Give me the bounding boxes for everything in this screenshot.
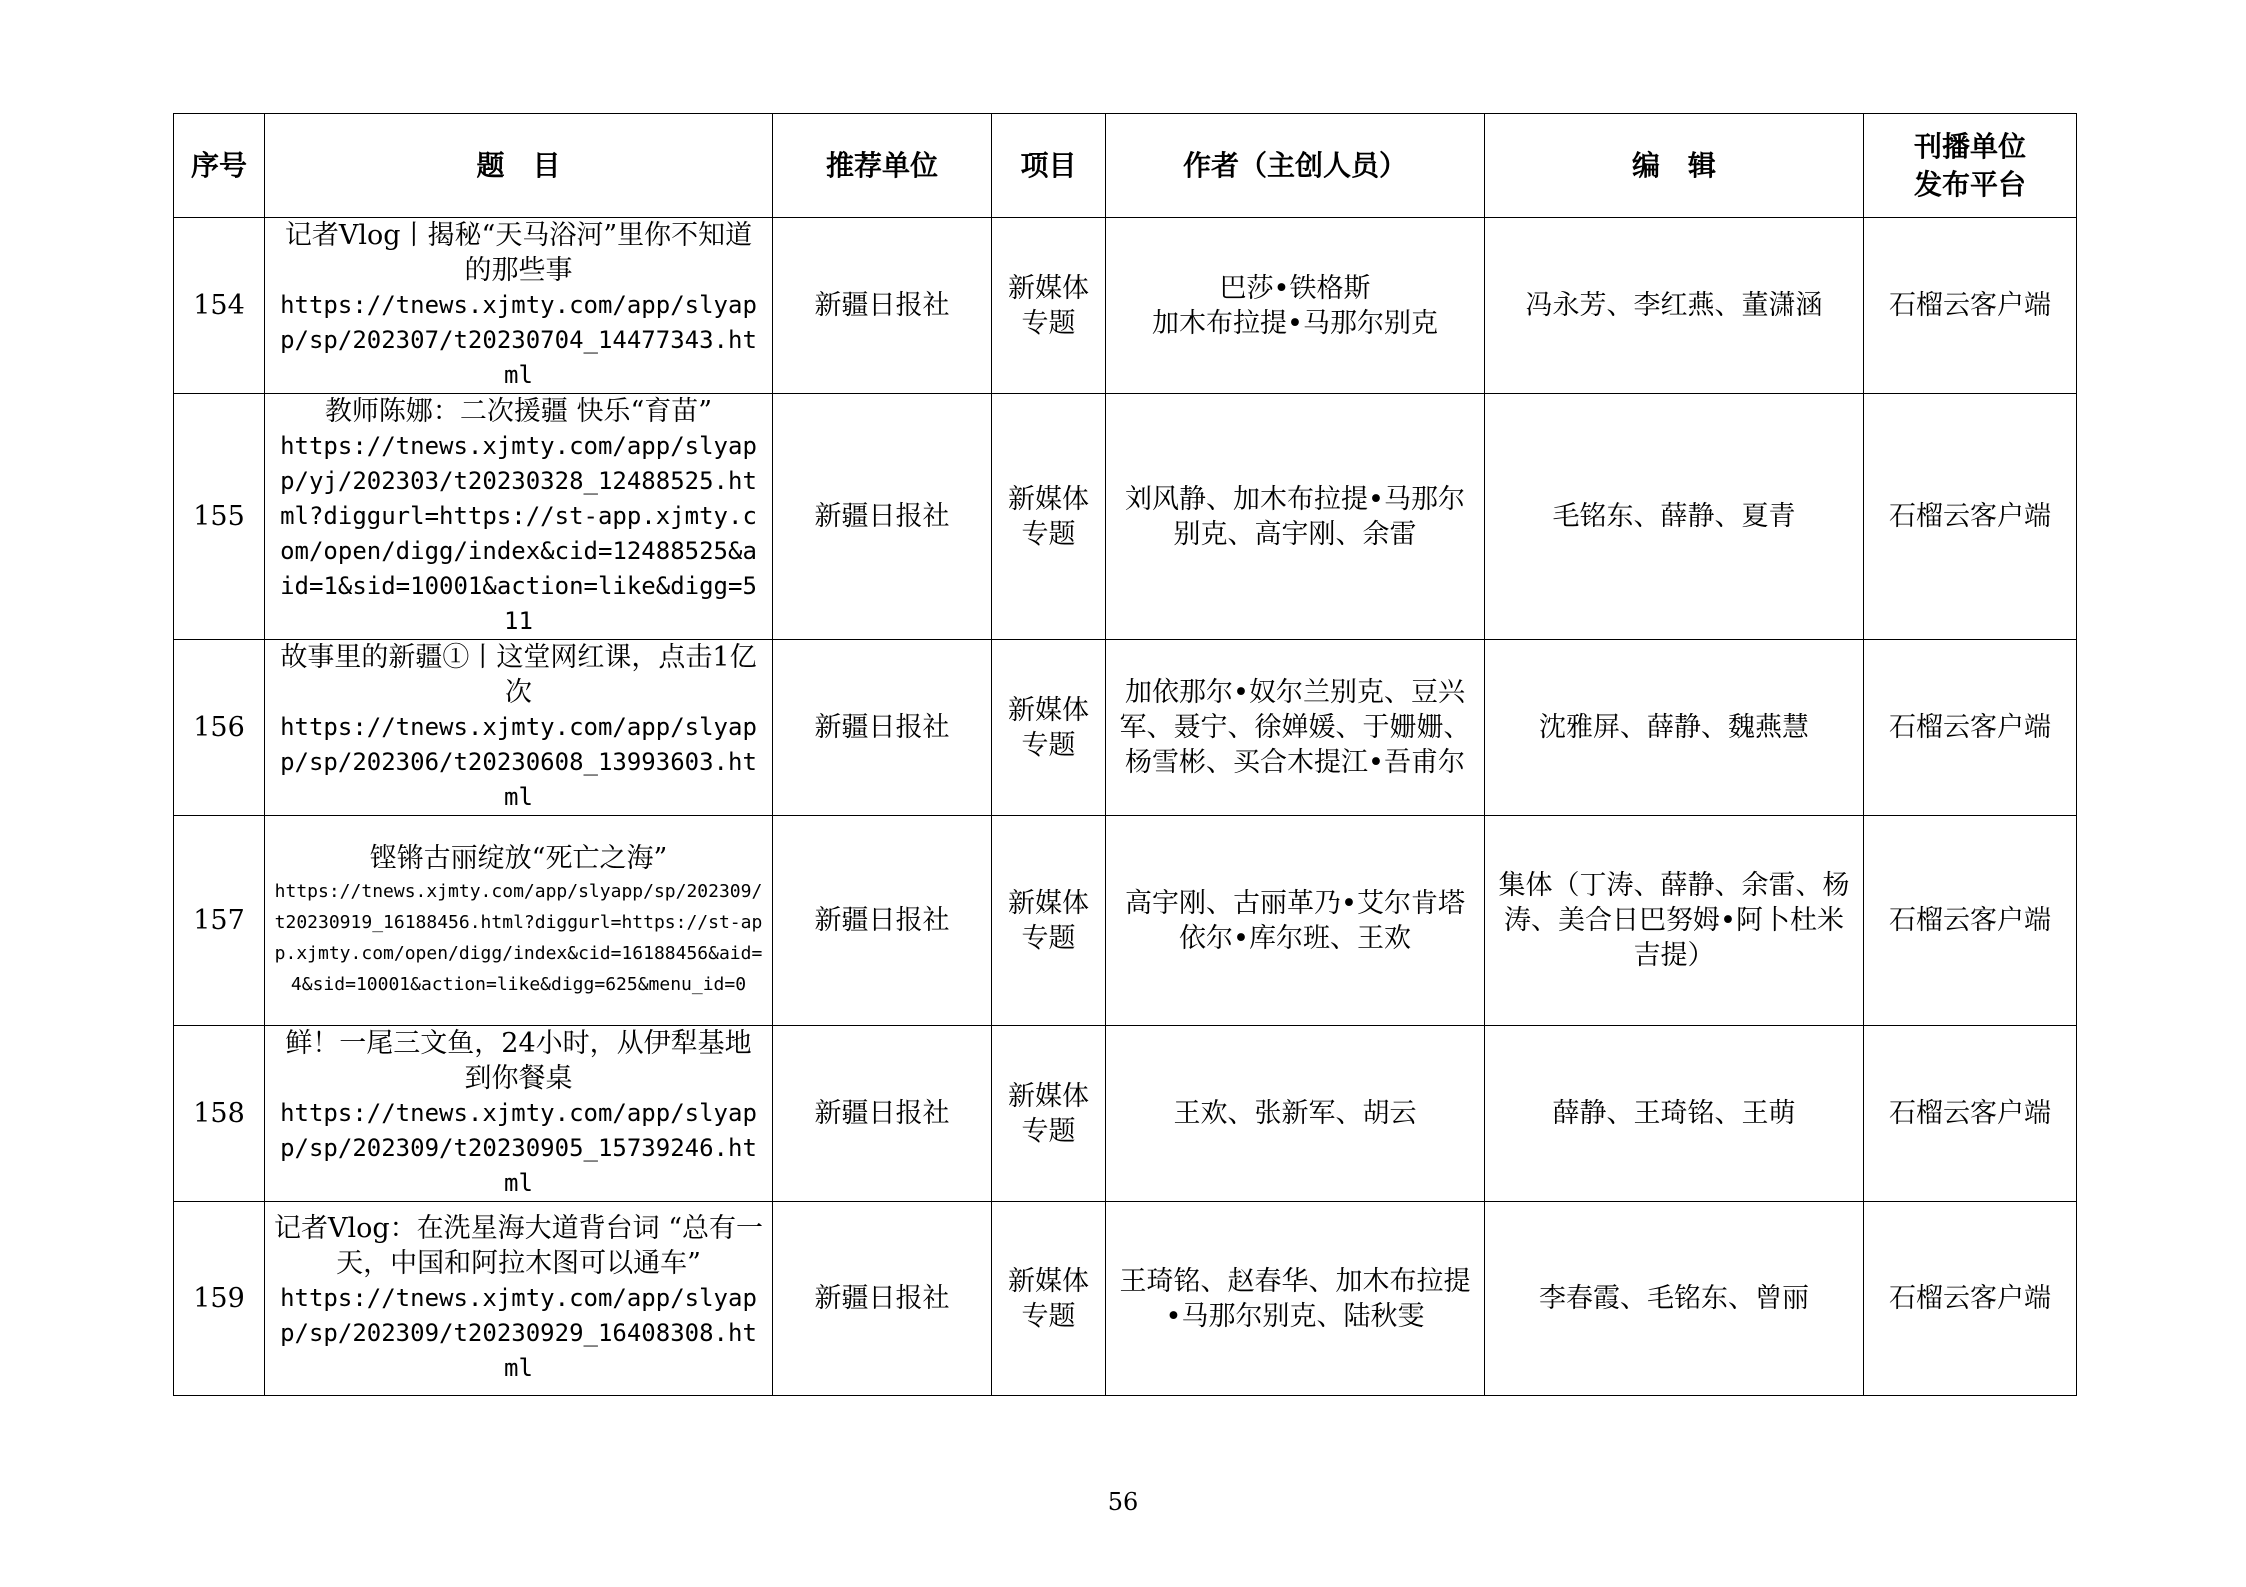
- row-unit: 新疆日报社: [773, 640, 992, 816]
- header-unit: 推荐单位: [773, 114, 992, 218]
- row-title-cell: [265, 1202, 773, 1396]
- header-row: [174, 114, 2077, 218]
- row-title-cell: [265, 640, 773, 816]
- row-unit: 新疆日报社: [773, 394, 992, 640]
- row-editor: 李春霞、毛铭东、曾丽: [1485, 1202, 1864, 1396]
- row-unit: 新疆日报社: [773, 1026, 992, 1202]
- row-editor: 薛静、王琦铭、王萌: [1485, 1026, 1864, 1202]
- row-index: 156: [174, 640, 265, 816]
- row-author-line2: 加木布拉提•马那尔别克: [1152, 307, 1438, 339]
- row-category: 新媒体专题: [992, 816, 1106, 1026]
- row-author: 王欢、张新军、胡云: [1106, 1026, 1485, 1202]
- row-title: 记者Vlog：在洗星海大道背台词 “总有一天，中国和阿拉木图可以通车”: [273, 1213, 764, 1279]
- header-category: 项目: [992, 114, 1106, 218]
- header-platform-line2: 发布平台: [1913, 167, 2026, 201]
- table-row: [174, 1026, 2077, 1202]
- row-platform: 石榴云客户端: [1864, 640, 2077, 816]
- row-category: 新媒体专题: [992, 394, 1106, 640]
- table-row: [174, 394, 2077, 640]
- header-author: 作者（主创人员）: [1106, 114, 1485, 218]
- row-platform: 石榴云客户端: [1864, 218, 2077, 394]
- table-row: [174, 1202, 2077, 1396]
- row-editor: 毛铭东、薛静、夏青: [1485, 394, 1864, 640]
- row-platform: 石榴云客户端: [1864, 394, 2077, 640]
- row-url-link[interactable]: https://tnews.xjmty.com/app/slyapp/sp/202309/t20230919_16188456.html?diggurl=https://st-app.xjmty.com/open/digg/index&cid=16188456&aid=4&sid=10001&action=like&digg=625&menu_id=0: [274, 881, 763, 995]
- row-category: 新媒体专题: [992, 1026, 1106, 1202]
- awards-table: [173, 113, 2077, 1396]
- row-platform: 石榴云客户端: [1864, 816, 2077, 1026]
- row-editor: 集体（丁涛、薛静、余雷、杨涛、美合日巴努姆•阿卜杜米吉提）: [1485, 816, 1864, 1026]
- row-index: 157: [174, 816, 265, 1026]
- row-url-link[interactable]: https://tnews.xjmty.com/app/slyapp/sp/202309/t20230905_15739246.html: [280, 1099, 757, 1197]
- row-unit: 新疆日报社: [773, 1202, 992, 1396]
- table-row: [174, 816, 2077, 1026]
- row-title-cell: [265, 218, 773, 394]
- row-title: 鲜！一尾三文鱼，24小时，从伊犁基地到你餐桌: [285, 1028, 752, 1094]
- page-number: 56: [1107, 1488, 1139, 1516]
- row-title-cell: [265, 1026, 773, 1202]
- row-editor: 冯永芳、李红燕、董潇涵: [1485, 218, 1864, 394]
- row-category: 新媒体专题: [992, 1202, 1106, 1396]
- row-title-cell: [265, 394, 773, 640]
- row-index: 159: [174, 1202, 265, 1396]
- header-editor: 编 辑: [1485, 114, 1864, 218]
- row-title: 铿锵古丽绽放“死亡之海”: [369, 843, 668, 874]
- row-unit: 新疆日报社: [773, 218, 992, 394]
- row-platform: 石榴云客户端: [1864, 1202, 2077, 1396]
- row-title: 教师陈娜：二次援疆 快乐“育苗”: [324, 396, 713, 427]
- row-url-link[interactable]: https://tnews.xjmty.com/app/slyapp/sp/202306/t20230608_13993603.html: [280, 713, 757, 811]
- row-unit: 新疆日报社: [773, 816, 992, 1026]
- row-index: 155: [174, 394, 265, 640]
- row-author: [1106, 218, 1485, 394]
- row-url-link[interactable]: https://tnews.xjmty.com/app/slyapp/sp/202307/t20230704_14477343.html: [280, 291, 757, 389]
- row-author: 加依那尔•奴尔兰别克、豆兴军、聂宁、徐婵媛、于姗姗、杨雪彬、买合木提江•吾甫尔: [1106, 640, 1485, 816]
- table-row: [174, 218, 2077, 394]
- row-category: 新媒体专题: [992, 640, 1106, 816]
- row-editor: 沈雅屏、薛静、魏燕慧: [1485, 640, 1864, 816]
- row-title: 故事里的新疆①丨这堂网红课，点击1亿次: [280, 642, 757, 708]
- row-index: 154: [174, 218, 265, 394]
- header-platform: [1864, 114, 2077, 218]
- row-author: 王琦铭、赵春华、加木布拉提•马那尔别克、陆秋雯: [1106, 1202, 1485, 1396]
- row-url-link[interactable]: https://tnews.xjmty.com/app/slyapp/sp/202309/t20230929_16408308.html: [280, 1284, 757, 1382]
- header-index: 序号: [174, 114, 265, 218]
- header-title: 题 目: [265, 114, 773, 218]
- row-url-link[interactable]: https://tnews.xjmty.com/app/slyapp/yj/202303/t20230328_12488525.html?diggurl=https://st-app.xjmty.com/open/digg/index&cid=12488525&aid=1&sid=10001&action=like&digg=511: [280, 432, 757, 635]
- row-platform: 石榴云客户端: [1864, 1026, 2077, 1202]
- row-title-cell: [265, 816, 773, 1026]
- row-author-line1: 巴莎•铁格斯: [1219, 272, 1371, 304]
- row-category: 新媒体专题: [992, 218, 1106, 394]
- row-author: 刘风静、加木布拉提•马那尔别克、高宇刚、余雷: [1106, 394, 1485, 640]
- header-platform-line1: 刊播单位: [1913, 129, 2026, 163]
- table-row: [174, 640, 2077, 816]
- row-title: 记者Vlog丨揭秘“天马浴河”里你不知道的那些事: [284, 220, 753, 286]
- row-author: 高宇刚、古丽革乃•艾尔肯塔依尔•库尔班、王欢: [1106, 816, 1485, 1026]
- row-index: 158: [174, 1026, 265, 1202]
